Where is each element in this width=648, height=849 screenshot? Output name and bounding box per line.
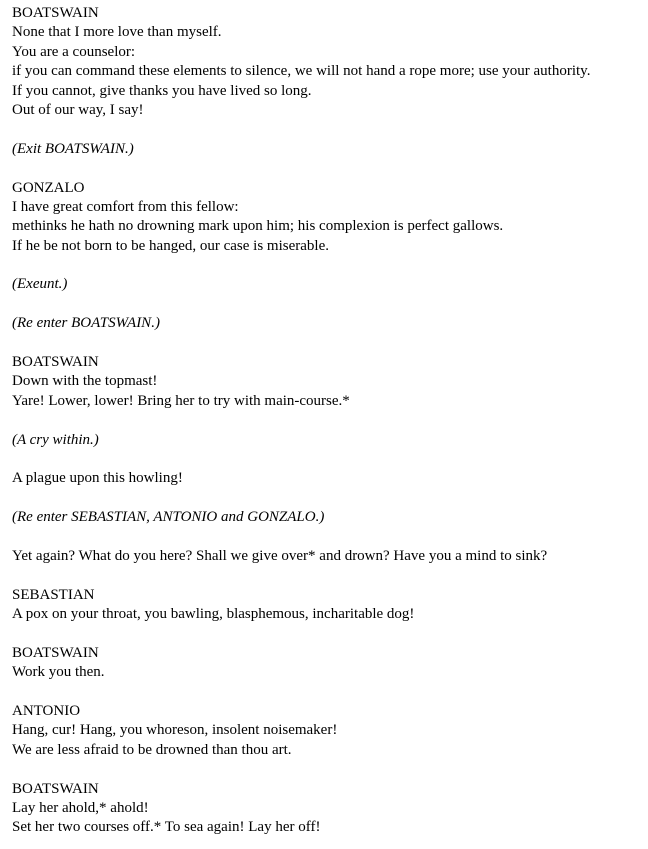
dialogue-paragraph xyxy=(12,469,648,488)
stage-direction xyxy=(12,314,648,333)
stage-direction xyxy=(12,275,648,294)
dialogue-paragraph xyxy=(12,547,648,566)
dialogue-line: If he be not born to be hanged, our case is miserable. xyxy=(12,237,329,254)
stage-direction-text: (A cry within.) xyxy=(12,431,99,448)
stage-direction-text: (Re enter BOATSWAIN.) xyxy=(12,315,160,332)
speaker-name: GONZALO xyxy=(12,179,85,196)
dialogue-line: If you cannot, give thanks you have lived so long. xyxy=(12,82,312,99)
speaker-name: BOATSWAIN xyxy=(12,644,99,661)
speech-block xyxy=(12,179,648,257)
dialogue-line: Work you then. xyxy=(12,664,105,681)
stage-direction-text: (Re enter SEBASTIAN, ANTONIO and GONZALO.) xyxy=(12,509,325,526)
speaker-name: SEBASTIAN xyxy=(12,586,95,603)
stage-direction xyxy=(12,431,648,450)
speech-block xyxy=(12,4,648,120)
dialogue-line: if you can command these elements to silence, we will not hand a rope more; use your authority. xyxy=(12,63,591,80)
stage-direction-text: (Exit BOATSWAIN.) xyxy=(12,140,134,157)
dialogue-line: Hang, cur! Hang, you whoreson, insolent noisemaker! xyxy=(12,722,338,739)
dialogue-line: Down with the topmast! xyxy=(12,373,158,390)
dialogue-line: methinks he hath no drowning mark upon him; his complexion is perfect gallows. xyxy=(12,218,504,235)
speech-block xyxy=(12,353,648,411)
stage-direction-text: (Exeunt.) xyxy=(12,276,68,293)
dialogue-line: You are a counselor: xyxy=(12,43,136,60)
dialogue-line: Lay her ahold,* ahold! xyxy=(12,800,149,817)
stage-direction xyxy=(12,140,648,159)
speech-block xyxy=(12,644,648,683)
speaker-name: BOATSWAIN xyxy=(12,780,99,797)
dialogue-line: None that I more love than myself. xyxy=(12,24,222,41)
speech-block xyxy=(12,780,648,838)
speech-block xyxy=(12,586,648,625)
dialogue-line: Yet again? What do you here? Shall we give over* and drown? Have you a mind to sink? xyxy=(12,547,548,564)
dialogue-line: A pox on your throat, you bawling, blasphemous, incharitable dog! xyxy=(12,606,415,623)
dialogue-line: Out of our way, I say! xyxy=(12,101,144,118)
stage-direction xyxy=(12,508,648,527)
speaker-name: BOATSWAIN xyxy=(12,354,99,371)
speaker-name: BOATSWAIN xyxy=(12,5,99,21)
dialogue-line: A plague upon this howling! xyxy=(12,470,183,487)
dialogue-line: Set her two courses off.* To sea again! Lay her off! xyxy=(12,819,321,836)
dialogue-line: Yare! Lower, lower! Bring her to try with main-course.* xyxy=(12,392,350,409)
speaker-name: ANTONIO xyxy=(12,703,81,720)
speech-block xyxy=(12,702,648,760)
dialogue-line: We are less afraid to be drowned than thou art. xyxy=(12,741,292,758)
dialogue-line: I have great comfort from this fellow: xyxy=(12,198,239,215)
